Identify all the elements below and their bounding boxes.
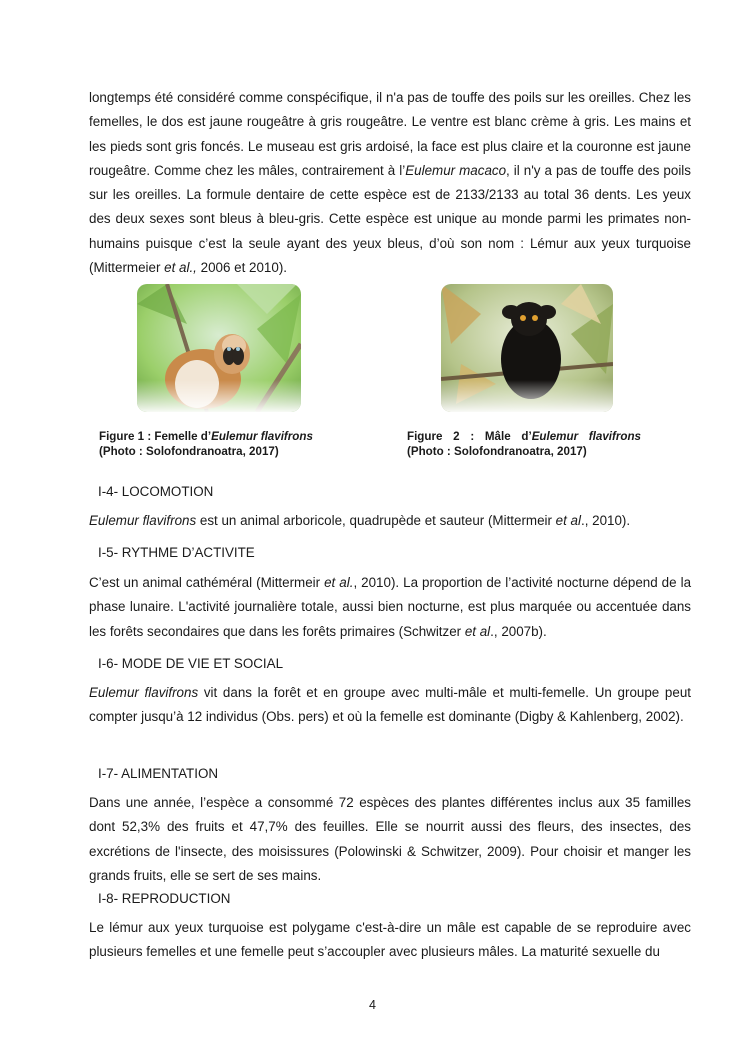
text-run: 2006 et 2010).	[196, 260, 287, 276]
figure-1-caption-prefix: Figure 1 : Femelle d’	[99, 430, 212, 443]
female-lemur-image	[137, 284, 301, 412]
text-run: C’est un animal cathéméral (Mittermeir	[89, 575, 325, 590]
text-run: , il n'y a pas de touffe des poils sur les oreilles. La formule dentaire de cette espèce est de 2133/2133 au total 36 dents. Les yeux des deux sexes sont bleus à bleu-gris. Cette espèce est unique au monde parmi les primates non-humains puisque c’est la seule ayant des yeux bleus, d’où son nom : Lémur aux yeux turquoise (Mittermeier	[89, 162, 691, 276]
figure-1-caption-species: Eulemur flavifrons	[211, 430, 313, 443]
text-run: ., 2007b).	[490, 623, 547, 639]
paragraph-diet	[89, 791, 691, 888]
section-heading-activity-rhythm: I-5- RYTHME D’ACTIVITE	[98, 545, 255, 560]
figure-2-photo	[441, 284, 613, 412]
italic-text-run: Eulemur flavifrons	[89, 513, 197, 528]
italic-text-run: Eulemur macaco	[405, 162, 507, 178]
text-run: est un animal arboricole, quadrupède et sauteur (Mittermeir	[196, 513, 556, 528]
section-heading-reproduction: I-8- REPRODUCTION	[98, 891, 231, 906]
page-number: 4	[369, 998, 376, 1012]
text-run: vit dans la forêt et en groupe avec multi-mâle et multi-femelle. Un groupe peut compter jusqu’à 12 individus (Obs. pers) et où la femelle est dominante (Digby & Kahlenberg, 2002).	[89, 685, 691, 725]
figure-2-caption-prefix: Figure 2 : Mâle d’	[407, 430, 532, 443]
paragraph-activity-rhythm	[89, 571, 691, 644]
figure-1-caption-credit: (Photo : Solofondranoatra, 2017)	[99, 445, 279, 458]
italic-text-run: et al	[464, 623, 491, 639]
italic-text-run: Eulemur flavifrons	[89, 685, 199, 700]
italic-text-run: et al	[555, 513, 581, 528]
text-run: Dans une année, l’espèce a consommé 72 espèces des plantes différentes inclus aux 35 familles dont 52,3% des fruits et 47,7% des feuilles. Elle se nourrit aussi des fleurs, des insectes, des excrétions de l'insecte, des moisissures (Polowinski & Schwitzer, 2009). Pour choisir et manger les grands fruits, elle se sert de ses mains.	[89, 795, 691, 883]
figure-2-caption	[407, 429, 641, 459]
text-run: ., 2010).	[580, 513, 631, 528]
figure-2-caption-credit: (Photo : Solofondranoatra, 2017)	[407, 445, 587, 458]
paragraph-locomotion	[89, 509, 691, 533]
section-heading-locomotion: I-4- LOCOMOTION	[98, 484, 214, 499]
figure-2-caption-species: Eulemur flavifrons	[531, 430, 641, 443]
text-run: Le lémur aux yeux turquoise est polygame c'est-à-dire un mâle est capable de se reproduire avec plusieurs femelles et une femelle peut s’accoupler avec plusieurs mâles. La maturité sexuelle du	[89, 920, 691, 960]
text-run: , 2010). La proportion de l’activité nocturne dépend de la phase lunaire. L'activité journalière totale, aussi bien nocturne, est plus marquée ou accentuée dans les forêts secondaires que dans les forêts primaires (Schwitzer	[89, 575, 692, 639]
paragraph-description	[89, 86, 691, 280]
section-heading-social-life: I-6- MODE DE VIE ET SOCIAL	[98, 656, 284, 671]
male-lemur-image	[441, 284, 613, 412]
italic-text-run: et al.,	[164, 260, 197, 276]
italic-text-run: et al.	[324, 575, 354, 590]
section-heading-diet: I-7- ALIMENTATION	[98, 766, 219, 781]
paragraph-reproduction	[89, 916, 691, 965]
figure-1-caption	[99, 429, 313, 459]
paragraph-social-life	[89, 681, 691, 730]
text-run: longtemps été considéré comme conspécifique, il n'a pas de touffe des poils sur les oreilles. Chez les femelles, le dos est jaune rougeâtre à gris rougeâtre. Le ventre est blanc crème à gris. Les mains et les pieds sont gris foncés. Le museau est gris ardoisé, la face est plus claire et la couronne est jaune rougeâtre. Comme chez les mâles, contrairement à l’	[89, 90, 691, 178]
figure-1-photo	[137, 284, 301, 412]
